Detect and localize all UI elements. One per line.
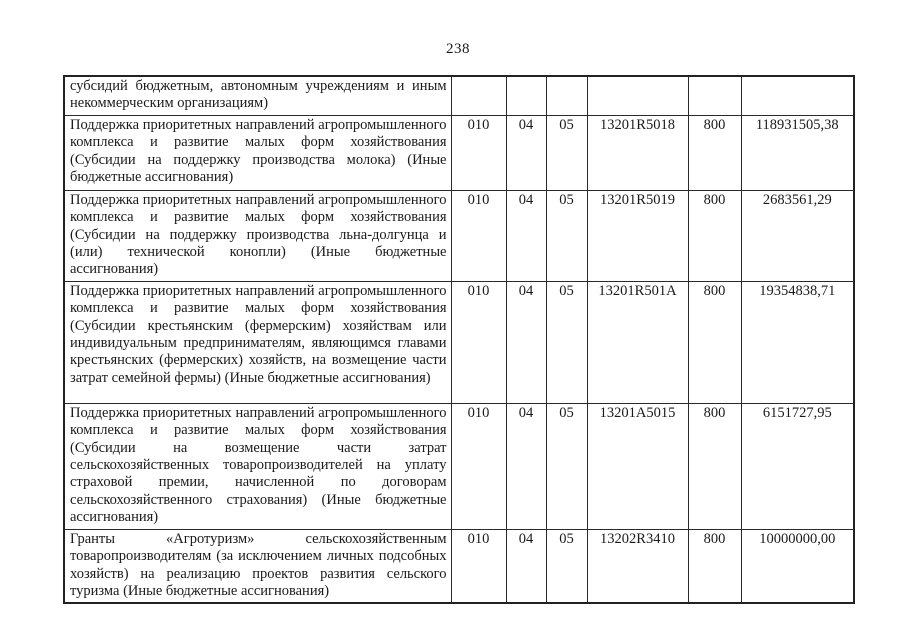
cell-target-article-code bbox=[587, 76, 688, 115]
cell-subsection-code: 05 bbox=[546, 281, 587, 403]
cell-target-article-code: 13202R3410 bbox=[587, 529, 688, 603]
cell-subsection-code: 05 bbox=[546, 190, 587, 281]
cell-expense-name: субсидий бюджетным, автономным учреждениям и иным некоммерческим организациям) bbox=[64, 76, 451, 115]
cell-subsection-code: 05 bbox=[546, 529, 587, 603]
table-row bbox=[64, 190, 854, 281]
cell-amount: 118931505,38 bbox=[741, 115, 854, 190]
cell-expense-name: Поддержка приоритетных направлений агропромышленного комплекса и развитие малых форм хозяйствования (Субсидии на поддержку производства молока) (Иные бюджетные ассигнования) bbox=[64, 115, 451, 190]
cell-grbs-code: 010 bbox=[451, 281, 506, 403]
cell-section-code: 04 bbox=[506, 281, 546, 403]
cell-grbs-code: 010 bbox=[451, 190, 506, 281]
page-number: 238 bbox=[446, 41, 470, 57]
cell-expense-name: Поддержка приоритетных направлений агропромышленного комплекса и развитие малых форм хозяйствования (Субсидии крестьянским (фермерским) хозяйствам или индивидуальным предпринимателям, являющимся главами крестьянских (фермерских) хозяйств, на возмещение части затрат семейной фермы) (Иные бюджетные ассигнования) bbox=[64, 281, 451, 403]
cell-expense-name: Поддержка приоритетных направлений агропромышленного комплекса и развитие малых форм хозяйствования (Субсидии на поддержку производства льна-долгунца и (или) технической конопли) (Иные бюджетные ассигнования) bbox=[64, 190, 451, 281]
cell-subsection-code bbox=[546, 76, 587, 115]
cell-expense-type-code: 800 bbox=[688, 115, 741, 190]
budget-allocations-table bbox=[63, 75, 855, 604]
cell-grbs-code: 010 bbox=[451, 115, 506, 190]
cell-target-article-code: 13201R5018 bbox=[587, 115, 688, 190]
cell-expense-type-code: 800 bbox=[688, 190, 741, 281]
cell-section-code: 04 bbox=[506, 529, 546, 603]
cell-grbs-code: 010 bbox=[451, 403, 506, 529]
cell-section-code: 04 bbox=[506, 403, 546, 529]
cell-expense-type-code: 800 bbox=[688, 281, 741, 403]
cell-amount bbox=[741, 76, 854, 115]
cell-amount: 2683561,29 bbox=[741, 190, 854, 281]
table-row bbox=[64, 403, 854, 529]
cell-amount: 6151727,95 bbox=[741, 403, 854, 529]
cell-grbs-code: 010 bbox=[451, 529, 506, 603]
table-row bbox=[64, 529, 854, 603]
cell-subsection-code: 05 bbox=[546, 115, 587, 190]
cell-expense-type-code: 800 bbox=[688, 529, 741, 603]
cell-subsection-code: 05 bbox=[546, 403, 587, 529]
cell-amount: 10000000,00 bbox=[741, 529, 854, 603]
cell-section-code: 04 bbox=[506, 190, 546, 281]
cell-target-article-code: 13201A5015 bbox=[587, 403, 688, 529]
table-row bbox=[64, 115, 854, 190]
cell-expense-name: Гранты «Агротуризм» сельскохозяйственным товаропроизводителям (за исключением личных подсобных хозяйств) на реализацию проектов развития сельского туризма (Иные бюджетные ассигнования) bbox=[64, 529, 451, 603]
cell-target-article-code: 13201R5019 bbox=[587, 190, 688, 281]
cell-expense-type-code bbox=[688, 76, 741, 115]
cell-section-code: 04 bbox=[506, 115, 546, 190]
cell-grbs-code bbox=[451, 76, 506, 115]
cell-expense-name: Поддержка приоритетных направлений агропромышленного комплекса и развитие малых форм хозяйствования (Субсидии на возмещение части затрат сельскохозяйственных товаропроизводителей на уплату страховой премии, начисленной по договорам сельскохозяйственного страхования) (Иные бюджетные ассигнования) bbox=[64, 403, 451, 529]
cell-section-code bbox=[506, 76, 546, 115]
table-row bbox=[64, 281, 854, 403]
cell-expense-type-code: 800 bbox=[688, 403, 741, 529]
table-row bbox=[64, 76, 854, 115]
cell-amount: 19354838,71 bbox=[741, 281, 854, 403]
cell-target-article-code: 13201R501A bbox=[587, 281, 688, 403]
